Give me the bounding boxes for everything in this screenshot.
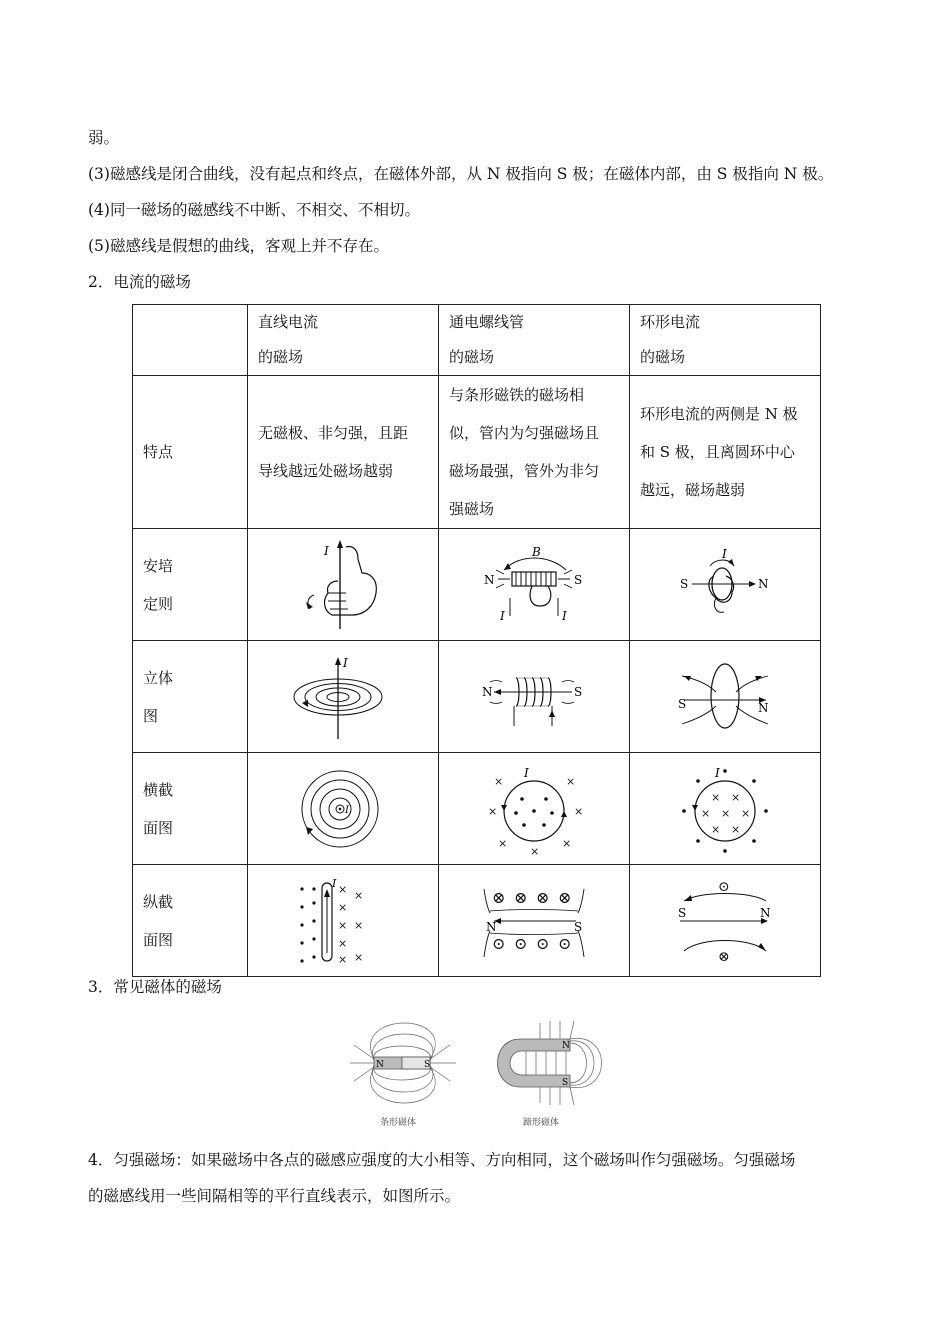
header-solenoid: 通电螺线管 的磁场 xyxy=(439,305,630,376)
straight-wire-longitudinal-figure xyxy=(288,873,398,969)
text-line-1: 弱。 xyxy=(88,129,120,147)
svg-text:⊙: ⊙ xyxy=(514,933,528,953)
svg-text:N: N xyxy=(562,1041,570,1051)
svg-text:×: × xyxy=(574,804,584,818)
right-hand-straight-wire-figure xyxy=(288,537,398,632)
svg-text:S: S xyxy=(678,696,687,711)
cell-long-loop xyxy=(630,865,821,977)
straight-wire-cross-section-figure xyxy=(288,761,398,857)
cell-long-solenoid xyxy=(439,865,630,977)
svg-text:×: × xyxy=(530,844,540,857)
loop-3d-figure xyxy=(670,652,780,742)
svg-text:N: N xyxy=(484,572,495,587)
svg-text:N: N xyxy=(758,700,769,715)
svg-text:S: S xyxy=(678,905,687,920)
horseshoe-magnet-figure xyxy=(498,1021,602,1128)
svg-text:I: I xyxy=(343,655,348,670)
row-label-longitudinal: 纵截 面图 xyxy=(133,865,248,977)
svg-text:⊙: ⊙ xyxy=(536,933,550,953)
svg-text:×: × xyxy=(338,882,348,896)
cell-cross-solenoid xyxy=(439,753,630,865)
svg-text:N: N xyxy=(760,905,771,920)
loop-cross-section-figure xyxy=(670,761,780,857)
svg-text:I: I xyxy=(345,804,349,816)
text-line-4: (5)磁感线是假想的曲线，客观上并不存在。 xyxy=(88,237,389,255)
svg-text:S: S xyxy=(680,576,689,591)
svg-text:×: × xyxy=(354,950,364,964)
cell-ampere-straight xyxy=(248,529,439,641)
row-label-3d: 立体 图 xyxy=(133,641,248,753)
svg-text:蹄形磁体: 蹄形磁体 xyxy=(523,1118,560,1128)
svg-text:×: × xyxy=(731,790,741,804)
svg-text:I: I xyxy=(562,608,567,623)
svg-text:×: × xyxy=(711,790,721,804)
row-label-cross-section: 横截 面图 xyxy=(133,753,248,865)
header-empty xyxy=(133,305,248,376)
svg-text:N: N xyxy=(758,576,769,591)
text-line-3: (4)同一磁场的磁感线不中断、不相交、不相切。 xyxy=(88,201,420,219)
section-4-line-2: 的磁感线用一些间隔相等的平行直线表示，如图所示。 xyxy=(88,1187,461,1205)
straight-wire-3d-figure xyxy=(288,651,398,743)
right-hand-solenoid-figure xyxy=(474,540,594,630)
svg-text:×: × xyxy=(494,774,504,788)
section-4-paragraph xyxy=(88,1142,878,1214)
svg-text:I: I xyxy=(524,765,529,780)
solenoid-3d-figure xyxy=(474,652,594,742)
svg-text:×: × xyxy=(711,822,721,836)
row-label-ampere-rule: 安培 定则 xyxy=(133,529,248,641)
loop-longitudinal-figure xyxy=(670,873,780,969)
svg-text:N: N xyxy=(486,919,497,934)
section-4-line-1: 4．匀强磁场：如果磁场中各点的磁感应强度的大小相等、方向相同，这个磁场叫作匀强磁场。匀强磁场 xyxy=(88,1151,796,1169)
cell-cross-straight xyxy=(248,753,439,865)
cell-long-straight xyxy=(248,865,439,977)
svg-text:×: × xyxy=(701,806,711,820)
svg-text:⊙: ⊙ xyxy=(718,878,730,895)
svg-text:⊗: ⊗ xyxy=(492,887,506,907)
svg-text:S: S xyxy=(574,919,583,934)
svg-text:S: S xyxy=(424,1060,431,1070)
svg-text:I: I xyxy=(722,546,727,561)
cell-features-loop: 环形电流的两侧是 N 极 和 S 极，且离圆环中心 越远，磁场越弱 xyxy=(630,376,821,529)
header-straight-current: 直线电流 的磁场 xyxy=(248,305,439,376)
svg-text:B: B xyxy=(532,544,541,559)
common-magnets-figure xyxy=(340,1015,640,1130)
section-3-title: 3．常见磁体的磁场 xyxy=(88,978,222,996)
svg-text:I: I xyxy=(324,544,329,558)
svg-text:×: × xyxy=(338,900,348,914)
svg-text:⊗: ⊗ xyxy=(558,887,572,907)
solenoid-cross-section-figure xyxy=(474,761,594,857)
section-2-title: 2．电流的磁场 xyxy=(88,273,191,291)
svg-text:×: × xyxy=(731,822,741,836)
bar-magnet-figure xyxy=(350,1023,456,1128)
svg-text:⊙: ⊙ xyxy=(558,933,572,953)
svg-text:×: × xyxy=(562,836,572,850)
cell-ampere-solenoid xyxy=(439,529,630,641)
svg-text:⊗: ⊗ xyxy=(536,887,550,907)
svg-text:N: N xyxy=(482,684,493,699)
cell-3d-straight xyxy=(248,641,439,753)
svg-text:×: × xyxy=(741,806,751,820)
svg-text:I: I xyxy=(500,608,505,623)
svg-text:I: I xyxy=(715,765,720,780)
cell-3d-loop xyxy=(630,641,821,753)
cell-features-straight: 无磁极、非匀强，且距 导线越远处磁场越弱 xyxy=(248,376,439,529)
solenoid-longitudinal-figure xyxy=(474,873,594,969)
svg-text:S: S xyxy=(574,684,583,699)
svg-text:⊙: ⊙ xyxy=(492,933,506,953)
right-hand-loop-figure xyxy=(670,540,780,630)
cell-3d-solenoid xyxy=(439,641,630,753)
svg-text:×: × xyxy=(338,952,348,966)
svg-text:⊗: ⊗ xyxy=(514,887,528,907)
svg-text:I: I xyxy=(332,876,337,890)
svg-text:×: × xyxy=(354,918,364,932)
row-label-features: 特点 xyxy=(133,376,248,529)
svg-text:条形磁体: 条形磁体 xyxy=(380,1118,417,1128)
text-line-2: (3)磁感线是闭合曲线，没有起点和终点，在磁体外部，从 N 极指向 S 极；在磁体内部，由 S 极指向 N 极。 xyxy=(88,165,834,183)
svg-text:×: × xyxy=(354,888,364,902)
cell-features-solenoid: 与条形磁铁的磁场相 似，管内为匀强磁场且 磁场最强，管外为非匀 强磁场 xyxy=(439,376,630,529)
svg-text:×: × xyxy=(338,918,348,932)
svg-text:⊗: ⊗ xyxy=(718,948,730,965)
magnet-field-lines-figure xyxy=(340,1015,640,1130)
current-field-table xyxy=(132,304,821,977)
svg-text:×: × xyxy=(566,774,576,788)
cell-cross-loop xyxy=(630,753,821,865)
header-loop-current: 环形电流 的磁场 xyxy=(630,305,821,376)
svg-text:N: N xyxy=(376,1060,384,1070)
svg-text:×: × xyxy=(338,936,348,950)
svg-text:S: S xyxy=(562,1078,569,1088)
svg-text:S: S xyxy=(574,572,583,587)
svg-text:×: × xyxy=(488,804,498,818)
svg-text:×: × xyxy=(721,806,731,820)
svg-text:×: × xyxy=(498,836,508,850)
cell-ampere-loop xyxy=(630,529,821,641)
